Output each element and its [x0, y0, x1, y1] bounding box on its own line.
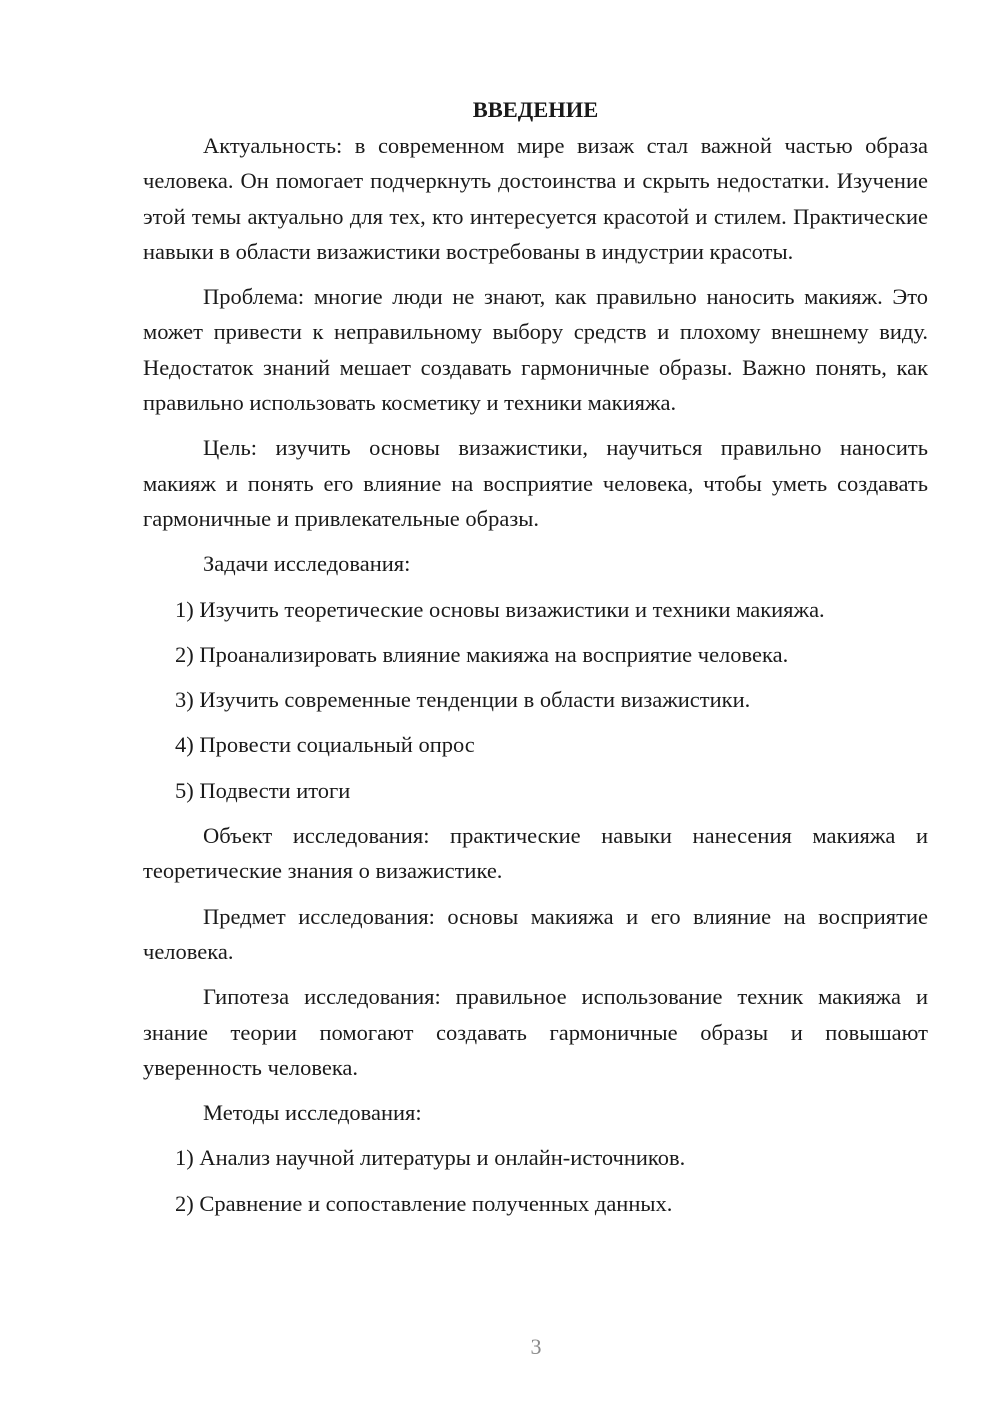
page-title: ВВЕДЕНИЕ — [472, 97, 599, 122]
methods-heading: Методы исследования: — [203, 1100, 422, 1126]
list-item: 2) Сравнение и сопоставление полученных данных. — [175, 1190, 673, 1216]
goal-paragraph: Цель: изучить основы визажистики, научиться правильно наносить макияж и понять его влияние на восприятие человека, чтобы уметь создавать гармоничные и привлекательные образы. — [143, 435, 928, 531]
tasks-heading: Задачи исследования: — [203, 551, 411, 577]
document-page — [143, 92, 928, 1221]
list-item: 1) Изучить теоретические основы визажистики и техники макияжа. — [175, 596, 825, 622]
list-item: 2) Проанализировать влияние макияжа на восприятие человека. — [175, 641, 789, 667]
hypothesis-paragraph: Гипотеза исследования: правильное использование техник макияжа и знание теории помогают создавать гармоничные образы и повышают уверенность человека. — [143, 984, 928, 1080]
list-item: 1) Анализ научной литературы и онлайн-источников. — [175, 1145, 686, 1171]
page-number: 3 — [530, 1334, 542, 1359]
list-item: 4) Провести социальный опрос — [175, 732, 475, 758]
problem-paragraph: Проблема: многие люди не знают, как правильно наносить макияж. Это может привести к неправильному выбору средств и плохому внешнему виду. Недостаток знаний мешает создавать гармоничные образы. Важно понять, как правильно использовать косметику и техники макияжа. — [143, 284, 928, 416]
subject-paragraph: Предмет исследования: основы макияжа и его влияние на восприятие человека. — [143, 903, 928, 964]
list-item: 5) Подвести итоги — [175, 777, 351, 803]
object-paragraph: Объект исследования: практические навыки нанесения макияжа и теоретические знания о визажистике. — [143, 823, 928, 884]
list-item: 3) Изучить современные тенденции в области визажистики. — [175, 687, 751, 713]
relevance-paragraph: Актуальность: в современном мире визаж стал важной частью образа человека. Он помогает подчеркнуть достоинства и скрыть недостатки. Изучение этой темы актуально для тех, кто интересуется красотой и стилем. Практические навыки в области визажистики востребованы в индустрии красоты. — [143, 133, 928, 264]
